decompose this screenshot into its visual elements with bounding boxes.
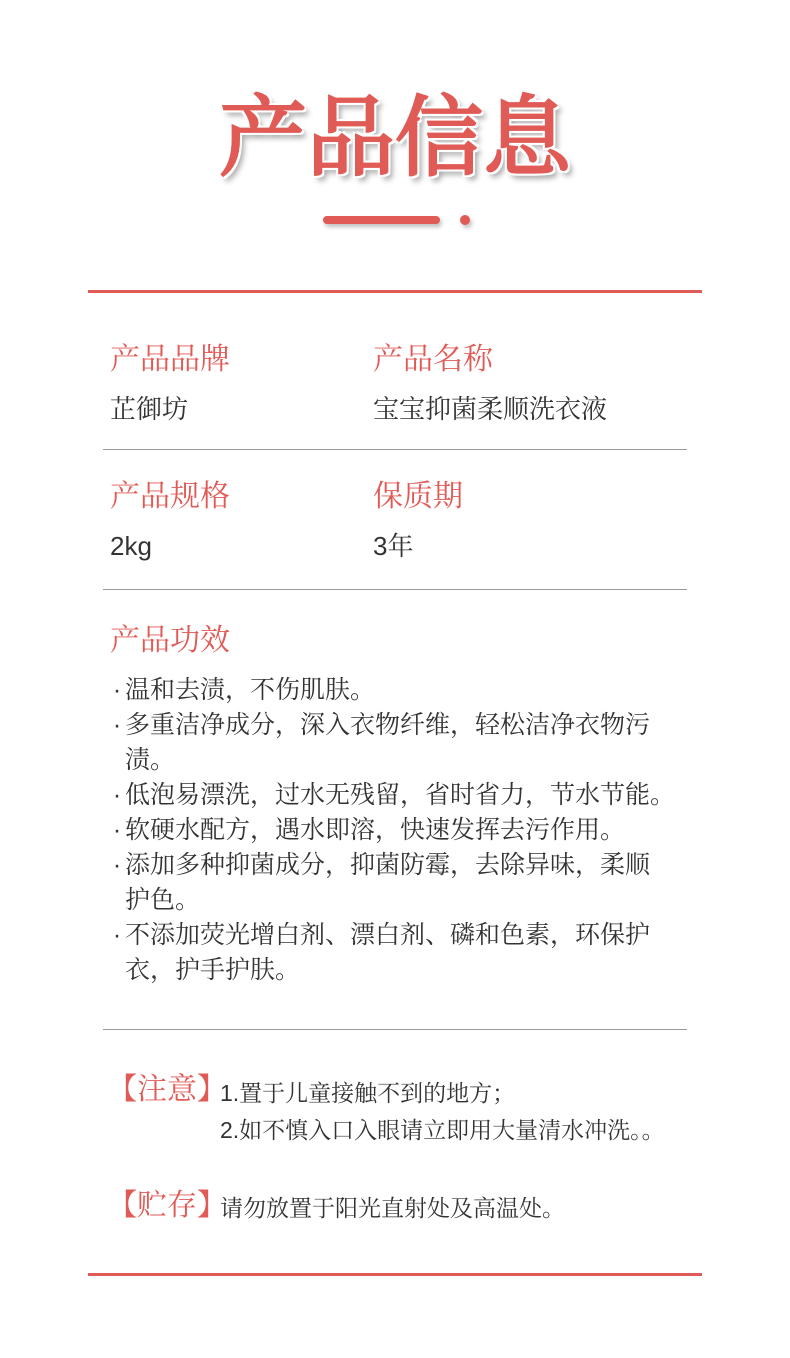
- list-item-text: 护色。: [125, 886, 201, 914]
- spec-label: 产品规格: [110, 480, 230, 513]
- notice-label: 【注意】: [122, 1073, 212, 1106]
- list-item: [112, 778, 676, 813]
- list-item: [112, 848, 675, 918]
- efficacy-label: 产品功效: [110, 624, 230, 657]
- shelf-life-value: 3年: [373, 531, 414, 561]
- product-name-label: 产品名称: [373, 343, 493, 376]
- bullet-marker: ·: [112, 676, 122, 704]
- storage-label: 【贮存】: [122, 1189, 212, 1222]
- bullet-marker: ·: [112, 816, 122, 844]
- bottom-red-divider: [88, 1273, 702, 1276]
- storage-text: [220, 1190, 565, 1227]
- list-item-text: 渍。: [125, 746, 176, 774]
- notice-line: 1.置于儿童接触不到的地方；: [220, 1080, 516, 1106]
- title-dot-decoration: [460, 215, 470, 225]
- section-divider: [103, 1029, 687, 1030]
- list-item-text: 不添加荧光增白剂、漂白剂、磷和色素，环保护: [125, 921, 651, 949]
- title-underline-decoration: [323, 216, 440, 224]
- bullet-marker: ·: [112, 851, 122, 879]
- notice-line: 2.如不慎入口入眼请立即用大量清水冲洗。。: [220, 1117, 665, 1143]
- product-name-value: 宝宝抑菌柔顺洗衣液: [373, 394, 608, 424]
- list-item-text: 添加多种抑菌成分，抑菌防霉，去除异味，柔顺: [125, 851, 651, 879]
- notice-text: [220, 1075, 665, 1149]
- bullet-marker: ·: [112, 711, 122, 739]
- list-item-text: 多重洁净成分，深入衣物纤维，轻松洁净衣物污: [125, 711, 651, 739]
- list-item-text: 温和去渍，不伤肌肤。: [125, 676, 376, 704]
- row-divider: [103, 449, 687, 450]
- shelf-life-label: 保质期: [373, 480, 463, 513]
- list-item: [112, 813, 675, 848]
- bullet-marker: ·: [112, 781, 122, 809]
- brand-label: 产品品牌: [110, 343, 230, 376]
- page-title: 产品信息: [218, 88, 571, 187]
- storage-line: 请勿放置于阳光直射处及高温处。: [220, 1195, 565, 1221]
- brand-value: 芷御坊: [110, 394, 189, 424]
- list-item-text: 低泡易漂洗，过水无残留，省时省力，节水节能。: [125, 781, 676, 809]
- list-item: [112, 708, 675, 778]
- top-red-divider: [88, 290, 702, 293]
- efficacy-list: [112, 673, 676, 988]
- list-item: [112, 673, 675, 708]
- bullet-marker: ·: [112, 921, 122, 949]
- spec-value: 2kg: [110, 531, 152, 561]
- list-item-text: 衣，护手护肤。: [125, 956, 301, 984]
- row-divider: [103, 589, 687, 590]
- list-item-text: 软硬水配方，遇水即溶，快速发挥去污作用。: [125, 816, 626, 844]
- list-item: [112, 918, 675, 988]
